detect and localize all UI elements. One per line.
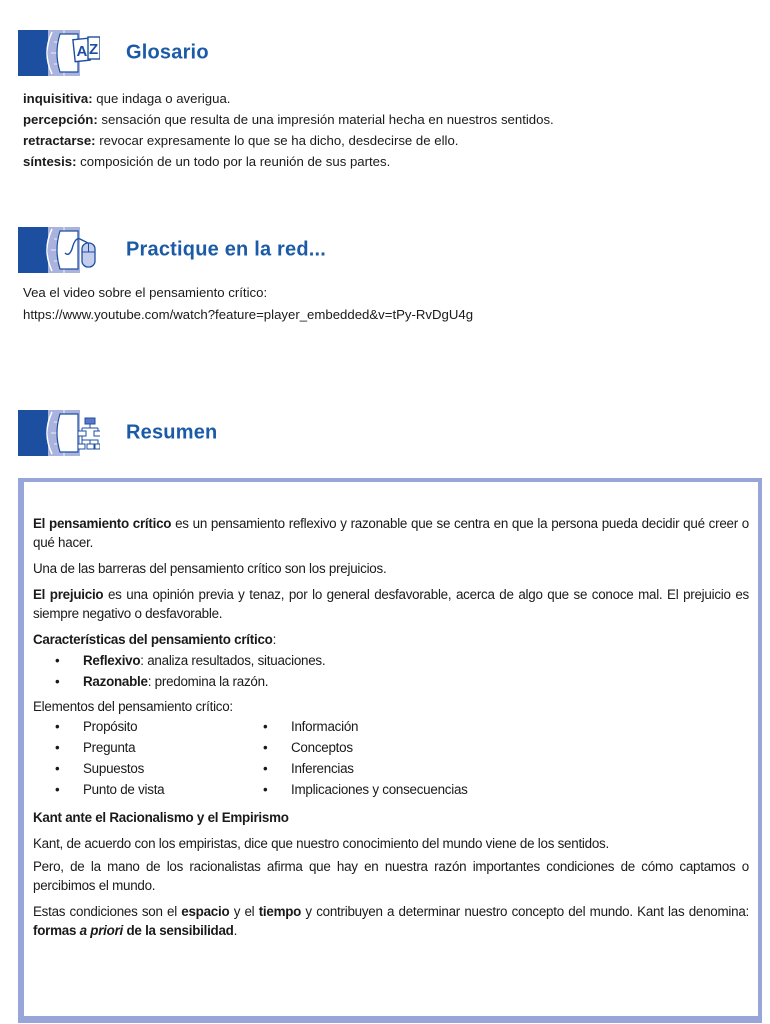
elements-heading: Elementos del pensamiento crítico: xyxy=(33,699,233,714)
practice-intro: Vea el video sobre el pensamiento crítico: xyxy=(23,285,268,300)
practice-header xyxy=(18,227,327,273)
glossary-entry xyxy=(23,151,554,172)
az-glossary-icon xyxy=(18,30,100,76)
glossary-definition: revocar expresamente lo que se ha dicho, desdecirse de ello. xyxy=(95,133,459,148)
elements-right-column xyxy=(263,716,468,800)
heading-text: Kant ante el Racionalismo y el Empirismo xyxy=(33,810,289,825)
org-chart-icon xyxy=(18,410,100,456)
bold-term: espacio xyxy=(181,904,230,919)
glossary-term: retractarse: xyxy=(23,133,96,148)
practice-body xyxy=(23,282,473,326)
glossary-entry xyxy=(23,130,554,151)
glossary-term: inquisitiva: xyxy=(23,91,93,106)
glossary-header xyxy=(18,30,209,76)
characteristics-heading xyxy=(33,630,749,649)
practice-title: Practique en la red... xyxy=(126,238,327,261)
glossary-term: síntesis: xyxy=(23,154,77,169)
paragraph-text: y contribuyen a determinar nuestro concepto del mundo. Kant las denomina: xyxy=(301,904,749,919)
glossary-entry xyxy=(23,109,554,130)
bold-term: Razonable xyxy=(83,674,148,689)
list-item: • Supuestos xyxy=(33,758,263,779)
glossary-definition: sensación que resulta de una impresión material hecha en nuestros sentidos. xyxy=(97,112,554,127)
paragraph-text: es un pensamiento reflexivo y razonable que se centra en que la persona pueda decidir qué creer o qué hacer. xyxy=(33,516,750,550)
list-item xyxy=(33,651,749,670)
bold-term: tiempo xyxy=(258,904,302,919)
list-item: • Pregunta xyxy=(33,737,263,758)
summary-paragraph xyxy=(33,585,749,623)
bold-term: El prejuicio xyxy=(33,587,104,602)
list-item: • Punto de vista xyxy=(33,779,263,800)
video-link[interactable]: https://www.youtube.com/watch?feature=player_embedded&v=tPy-RvDgU4g xyxy=(23,307,474,322)
list-item xyxy=(33,672,749,691)
svg-text:Z: Z xyxy=(89,41,99,58)
bold-term: El pensamiento crítico xyxy=(33,516,172,531)
glossary-list xyxy=(23,88,554,172)
italic-term: a priori xyxy=(79,923,124,938)
heading-colon: : xyxy=(272,632,277,647)
characteristics-list xyxy=(33,651,749,691)
bold-term: Reflexivo xyxy=(83,653,141,668)
summary-paragraph: Una de las barreras del pensamiento crítico son los prejuicios. xyxy=(33,561,387,576)
kant-heading xyxy=(33,808,749,827)
bold-term: de la sensibilidad xyxy=(123,923,234,938)
paragraph-text: y el xyxy=(229,904,259,919)
paragraph-text: . xyxy=(233,923,238,938)
summary-content xyxy=(33,514,749,947)
item-text: : analiza resultados, situaciones. xyxy=(140,653,326,668)
glossary-definition: que indaga o averigua. xyxy=(92,91,231,106)
glossary-title: Glosario xyxy=(126,41,209,64)
summary-paragraph xyxy=(33,514,749,552)
list-item: • Propósito xyxy=(33,716,263,737)
summary-header xyxy=(18,410,218,456)
elements-left-column xyxy=(33,716,263,800)
elements-list xyxy=(33,716,749,800)
svg-text:A: A xyxy=(76,43,88,60)
paragraph-text: es una opinión previa y tenaz, por lo general desfavorable, acerca de algo que se conoce mal. El prejuicio es siempre negativo o desfavorable. xyxy=(33,587,749,621)
list-item: • Información xyxy=(263,716,468,737)
paragraph-text: Estas condiciones son el xyxy=(33,904,182,919)
glossary-definition: composición de un todo por la reunión de sus partes. xyxy=(76,154,391,169)
glossary-entry xyxy=(23,88,554,109)
summary-title: Resumen xyxy=(126,421,218,444)
summary-paragraph: Kant, de acuerdo con los empiristas, dice que nuestro conocimiento del mundo viene de los sentidos. xyxy=(33,836,609,851)
list-item: • Implicaciones y consecuencias xyxy=(263,779,468,800)
bold-term: formas xyxy=(33,923,80,938)
summary-paragraph: Pero, de la mano de los racionalistas afirma que hay en nuestra razón importantes condiciones de cómo captamos o percibimos el mundo. xyxy=(33,859,749,893)
mouse-icon xyxy=(18,227,100,273)
list-item: • Inferencias xyxy=(263,758,468,779)
heading-text: Características del pensamiento crítico xyxy=(33,632,273,647)
list-item: • Conceptos xyxy=(263,737,468,758)
summary-box xyxy=(18,478,762,1023)
item-text: : predomina la razón. xyxy=(147,674,269,689)
summary-paragraph xyxy=(33,902,749,940)
glossary-term: percepción: xyxy=(23,112,98,127)
